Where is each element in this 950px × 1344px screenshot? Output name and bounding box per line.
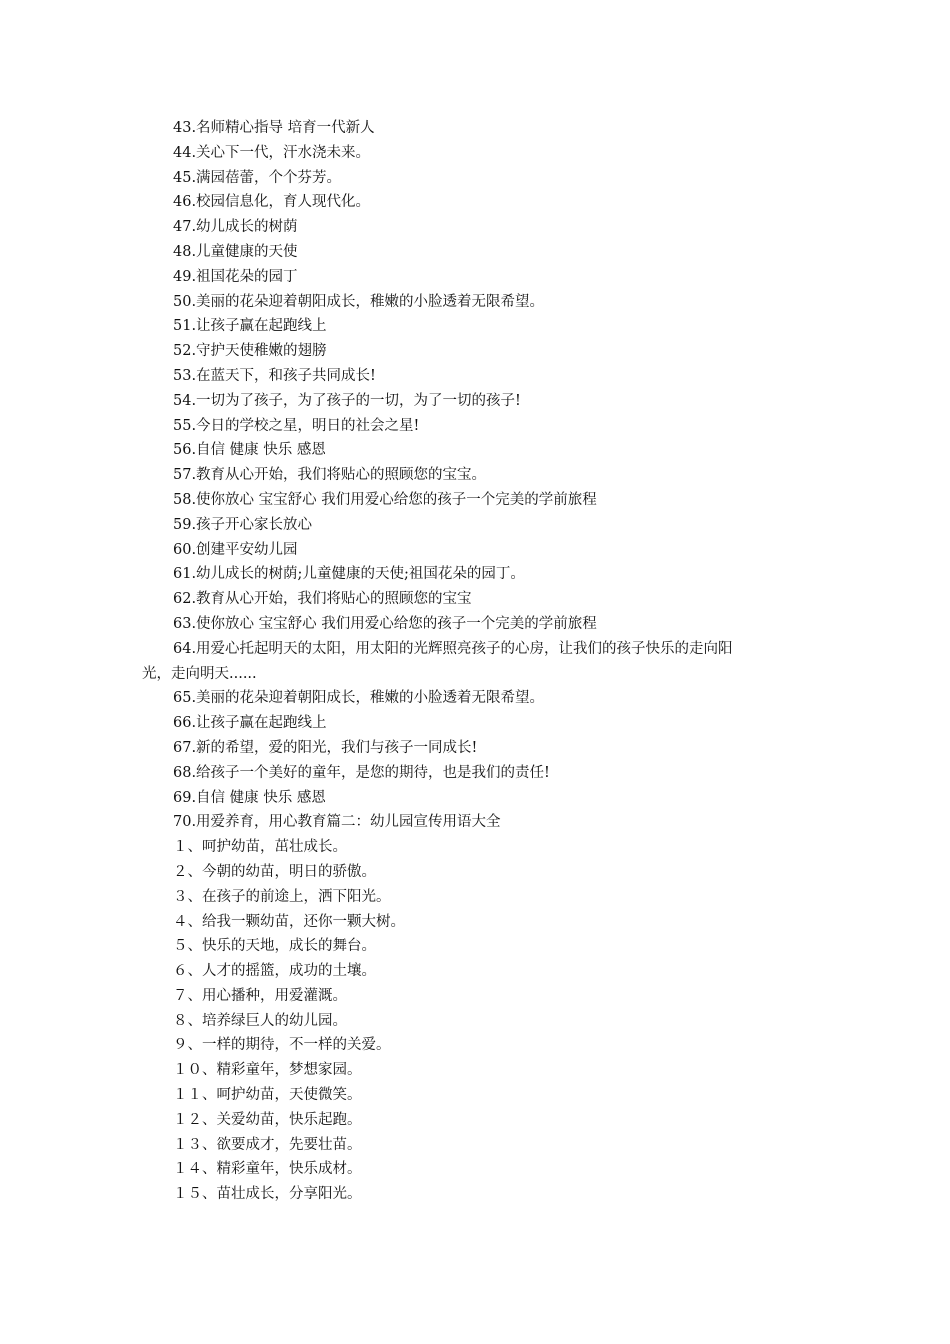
slogan-61: 61.幼儿成长的树荫;儿童健康的天使;祖国花朵的园丁。	[173, 566, 525, 583]
slogan-63: 63.使你放心 宝宝舒心 我们用爱心给您的孩子一个完美的学前旅程	[173, 615, 597, 632]
list-item-10: １０、精彩童年，梦想家园。	[173, 1062, 362, 1079]
list-item-2: ２、今朝的幼苗，明日的骄傲。	[173, 863, 376, 880]
slogan-62: 62.教育从心开始，我们将贴心的照顾您的宝宝	[173, 591, 472, 608]
slogan-67: 67.新的希望，爱的阳光，我们与孩子一同成长!	[173, 739, 478, 756]
list-item-3: ３、在孩子的前途上，洒下阳光。	[173, 888, 391, 905]
list-item-9: ９、一样的期待，不一样的关爱。	[173, 1037, 391, 1054]
slogan-50: 50.美丽的花朵迎着朝阳成长，稚嫩的小脸透着无限希望。	[173, 293, 545, 310]
list-item-7: ７、用心播种，用爱灌溉。	[173, 987, 347, 1004]
list-item-11: １１、呵护幼苗，天使微笑。	[173, 1087, 362, 1104]
slogan-64: 64.用爱心托起明天的太阳，用太阳的光辉照亮孩子的心房，让我们的孩子快乐的走向阳	[173, 640, 733, 657]
slogan-43: 43.名师精心指导 培育一代新人	[173, 120, 375, 136]
slogan-58: 58.使你放心 宝宝舒心 我们用爱心给您的孩子一个完美的学前旅程	[173, 491, 597, 508]
slogan-46: 46.校园信息化，育人现代化。	[173, 194, 371, 211]
slogan-55: 55.今日的学校之星，明日的社会之星!	[173, 417, 420, 434]
slogan-70: 70.用爱养育，用心教育篇二：幼儿园宣传用语大全	[173, 814, 501, 831]
list-item-12: １２、关爱幼苗，快乐起跑。	[173, 1111, 362, 1128]
list-item-8: ８、培养绿巨人的幼儿园。	[173, 1012, 347, 1029]
document-body	[142, 116, 822, 1207]
slogan-56: 56.自信 健康 快乐 感恩	[173, 442, 326, 459]
slogan-65: 65.美丽的花朵迎着朝阳成长，稚嫩的小脸透着无限希望。	[173, 690, 545, 707]
list-item-13: １３、欲要成才，先要壮苗。	[173, 1136, 362, 1153]
slogan-44: 44.关心下一代，汗水浇未来。	[173, 144, 371, 161]
slogan-48: 48.儿童健康的天使	[173, 243, 298, 260]
slogan-57: 57.教育从心开始，我们将贴心的照顾您的宝宝。	[173, 467, 487, 484]
slogan-53: 53.在蓝天下，和孩子共同成长!	[173, 367, 376, 384]
slogan-51: 51.让孩子赢在起跑线上	[173, 318, 327, 335]
slogan-54: 54.一切为了孩子，为了孩子的一切，为了一切的孩子!	[173, 392, 521, 409]
slogan-64-continued: 光，走向明天......	[142, 665, 257, 682]
list-item-6: ６、人才的摇篮，成功的土壤。	[173, 963, 376, 980]
slogan-68: 68.给孩子一个美好的童年，是您的期待，也是我们的责任!	[173, 764, 550, 781]
list-item-1: １、呵护幼苗，茁壮成长。	[173, 839, 347, 856]
slogan-47: 47.幼儿成长的树荫	[173, 219, 298, 236]
slogan-69: 69.自信 健康 快乐 感恩	[173, 789, 326, 806]
list-item-5: ５、快乐的天地，成长的舞台。	[173, 938, 376, 955]
list-item-4: ４、给我一颗幼苗，还你一颗大树。	[173, 913, 405, 930]
slogan-60: 60.创建平安幼儿园	[173, 541, 298, 558]
slogan-66: 66.让孩子赢在起跑线上	[173, 715, 327, 732]
slogan-52: 52.守护天使稚嫩的翅膀	[173, 343, 327, 360]
slogan-59: 59.孩子开心家长放心	[173, 516, 313, 533]
list-item-14: １４、精彩童年，快乐成材。	[173, 1161, 362, 1178]
list-item-15: １５、苗壮成长，分享阳光。	[173, 1186, 362, 1203]
slogan-45: 45.满园蓓蕾，个个芬芳。	[173, 169, 342, 186]
slogan-49: 49.祖国花朵的园丁	[173, 268, 298, 285]
